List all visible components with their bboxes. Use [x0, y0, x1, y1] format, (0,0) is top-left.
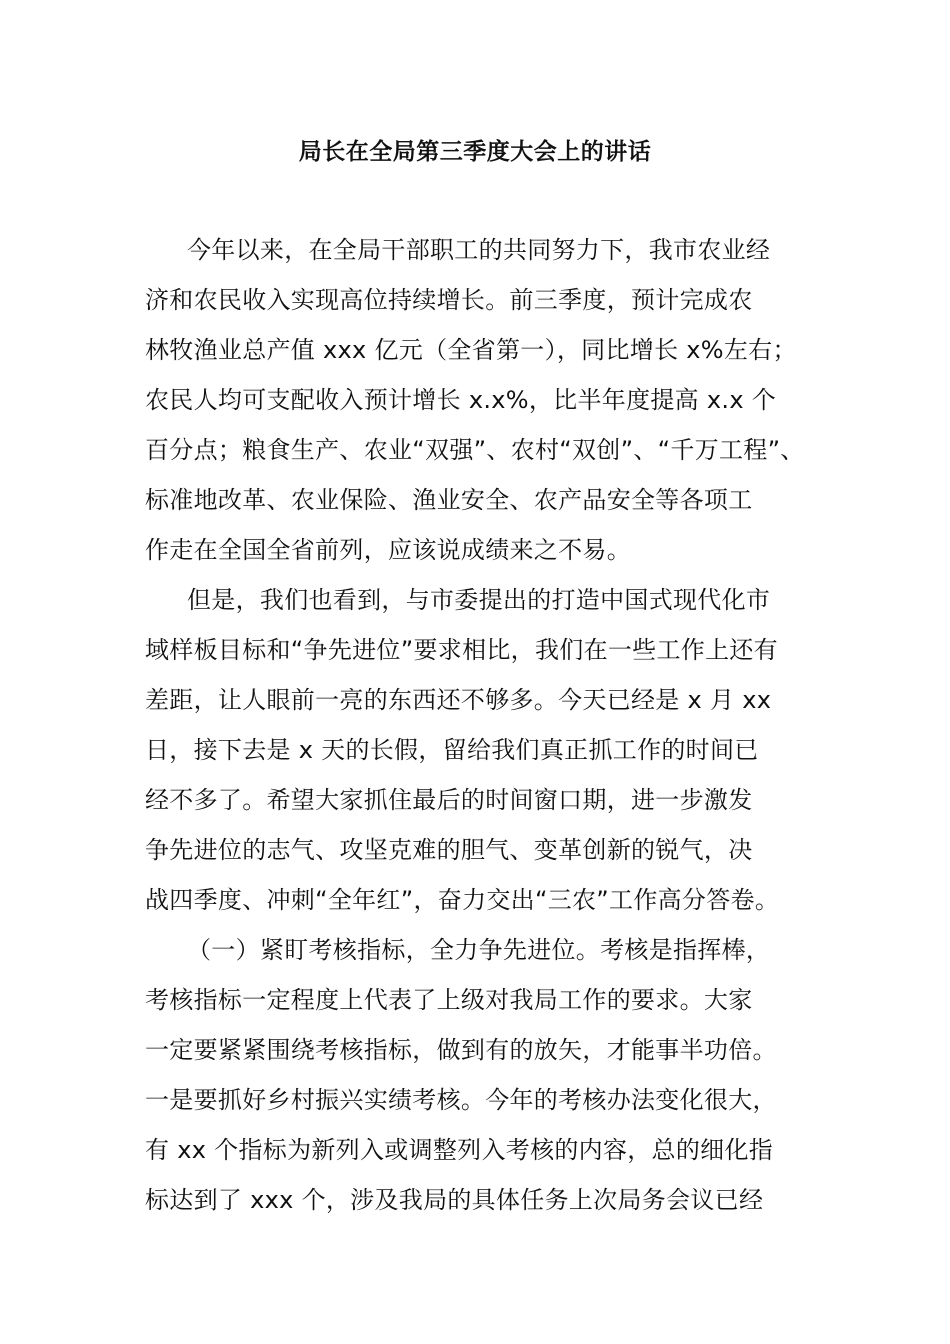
- text-line: （一）紧盯考核指标，全力争先进位。考核是指挥棒，: [187, 936, 771, 964]
- text-line: 有 xx 个指标为新列入或调整列入考核的内容，总的细化指: [145, 1136, 774, 1164]
- text-line: 争先进位的志气、攻坚克难的胆气、变革创新的锐气，决: [145, 836, 753, 864]
- text-line: 考核指标一定程度上代表了上级对我局工作的要求。大家: [145, 986, 753, 1014]
- text-line: 标达到了 xxx 个，涉及我局的具体任务上次局务会议已经: [145, 1186, 764, 1214]
- text-line: 济和农民收入实现高位持续增长。前三季度，预计完成农: [145, 286, 753, 314]
- text-line: 经不多了。希望大家抓住最后的时间窗口期，进一步激发: [145, 786, 753, 814]
- document-body: [145, 232, 835, 1232]
- text-line: 标准地改革、农业保险、渔业安全、农产品安全等各项工: [145, 486, 753, 514]
- text-line: 农民人均可支配收入预计增长 x.x%，比半年度提高 x.x 个: [145, 386, 777, 414]
- text-line: 日，接下去是 x 天的长假，留给我们真正抓工作的时间已: [145, 736, 759, 764]
- text-line: 林牧渔业总产值 xxx 亿元（全省第一），同比增长 x%左右；: [145, 336, 797, 364]
- text-line: 但是，我们也看到，与市委提出的打造中国式现代化市: [187, 586, 771, 614]
- text-line: 百分点；粮食生产、农业“双强”、农村“双创”、“千万工程”、: [145, 436, 805, 464]
- text-line: 域样板目标和“争先进位”要求相比，我们在一些工作上还有: [145, 636, 778, 664]
- text-line: 战四季度、冲刺“全年红”，奋力交出“三农”工作高分答卷。: [145, 886, 780, 914]
- document-title: 局长在全局第三季度大会上的讲话: [298, 139, 652, 165]
- text-line: 一是要抓好乡村振兴实绩考核。今年的考核办法变化很大，: [145, 1086, 777, 1114]
- text-line: 今年以来，在全局干部职工的共同努力下，我市农业经: [187, 236, 771, 264]
- text-line: 作走在全国全省前列，应该说成绩来之不易。: [145, 536, 631, 564]
- text-line: 差距，让人眼前一亮的东西还不够多。今天已经是 x 月 xx: [145, 686, 772, 714]
- text-line: 一定要紧紧围绕考核指标，做到有的放矢，才能事半功倍。: [145, 1036, 777, 1064]
